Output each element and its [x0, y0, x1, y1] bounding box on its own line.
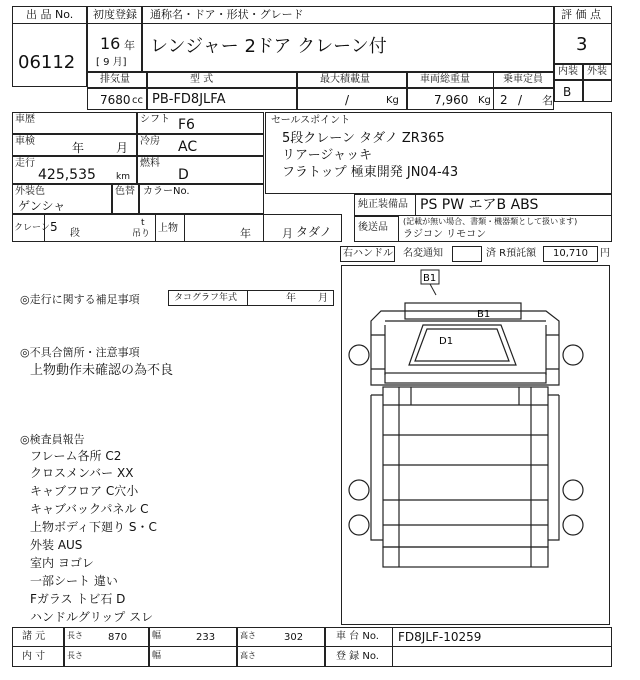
footer-wid-col: [149, 627, 237, 667]
height-value: 302: [284, 632, 304, 643]
defects-label: ◎不具合箇所・注意事項: [20, 346, 140, 359]
aftermarket-value: ラジコン リモコン: [403, 229, 487, 240]
capacity-value: 2: [500, 93, 508, 107]
inspector-line-2: クロスメンバー XX: [30, 466, 134, 480]
displacement-label: 排気量: [100, 74, 130, 85]
inspector-line-8: 一部シート 違い: [30, 574, 118, 588]
upper-year: 年: [240, 227, 251, 240]
rhd-label: 右ハンドル: [343, 248, 393, 259]
max-load-value: /: [345, 93, 350, 107]
inspector-line-3: キャブフロア C穴小: [30, 484, 139, 498]
color-change-label: 色替: [115, 186, 135, 197]
stage-unit: 段: [70, 228, 80, 239]
inspector-line-6: 外装 AUS: [30, 538, 83, 552]
kg-unit-1: Kg: [386, 95, 399, 106]
gross-value: 7,960: [434, 93, 469, 107]
mark-b1-top: B1: [423, 273, 437, 284]
factory-label: 純正装備品: [358, 199, 408, 210]
exterior-grade-cell: [583, 80, 612, 102]
chassis-value: FD8JLF-10259: [398, 630, 482, 644]
reg-year-unit: 年: [124, 39, 135, 52]
width-value: 233: [196, 632, 216, 643]
fuel-label: 燃料: [140, 158, 160, 169]
ton-unit: 吊り: [132, 229, 151, 239]
displacement-value: 7680: [100, 93, 131, 107]
lot-number: 06112: [18, 52, 76, 73]
mark-b1-windshield: B1: [477, 309, 491, 320]
sales-line-2: リアージャッキ: [282, 148, 373, 163]
dims-label: 諸 元: [22, 631, 46, 642]
lot-label: 出 品 No.: [26, 8, 74, 21]
reg-no-label: 登 録 No.: [336, 651, 379, 662]
max-load-label: 最大積載量: [320, 74, 370, 85]
chassis-label: 車 台 No.: [336, 631, 379, 642]
ac-label: 冷房: [140, 136, 160, 147]
shaken-year: 年: [72, 141, 85, 155]
length-value: 870: [108, 632, 128, 643]
name-label: 通称名・ドア・形状・グレード: [150, 8, 304, 21]
upper-month: 月: [282, 227, 293, 240]
inspector-line-10: ハンドルグリップ スレ: [30, 610, 154, 624]
first-reg-label: 初度登録: [93, 8, 137, 21]
ton-t: t: [141, 218, 145, 228]
height-label-2: 高さ: [240, 651, 256, 660]
car-name: レンジャー 2ドア クレーン付: [150, 36, 387, 57]
history-label: 車歴: [15, 114, 35, 125]
inspector-line-1: フレーム各所 C2: [30, 449, 122, 463]
defects-value: 上物動作未確認の為不良: [30, 363, 174, 378]
inspector-line-5: 上物ボディ下廻り S・C: [30, 520, 157, 534]
inspector-label: ◎検査員報告: [20, 433, 85, 446]
crane-label: クレーン: [14, 223, 50, 233]
sales-label: セールスポイント: [271, 115, 351, 126]
fuel-value: D: [178, 167, 189, 183]
height-label: 高さ: [240, 631, 256, 640]
modified-check: [452, 246, 482, 262]
color-value: ゲンシャ: [18, 199, 66, 213]
length-label-2: 長さ: [67, 651, 83, 660]
score-value: 3: [576, 34, 588, 55]
interior-dims-label: 内 寸: [22, 651, 46, 662]
color-no-label: カラーNo.: [143, 186, 190, 197]
mileage-label: 走行: [15, 158, 35, 169]
color-label: 外装色: [15, 186, 45, 197]
person-unit: 名: [542, 94, 553, 107]
tachograph-label: タコグラフ年式: [174, 293, 238, 303]
yen-unit: 円: [600, 248, 610, 259]
interior-label: 内装: [558, 66, 578, 77]
tacho-month: 月: [318, 293, 328, 304]
modified-label: 名変通知: [403, 248, 443, 259]
gross-label: 車両総重量: [420, 74, 470, 85]
upper-label: 上物: [158, 223, 178, 234]
shaken-label: 車検: [15, 136, 35, 147]
model-label: 型 式: [190, 74, 214, 85]
shift-label: シフト: [140, 114, 170, 125]
recycle-label: 済 R預託額: [486, 248, 537, 259]
inspector-line-4: キャブバックパネル C: [30, 502, 149, 516]
exterior-label: 外装: [587, 66, 607, 77]
mark-d1: D1: [439, 336, 454, 347]
inspector-line-7: 室内 ヨゴレ: [30, 556, 94, 570]
aftermarket-note: (記載が無い場合、書類・機器類として扱います): [403, 217, 578, 226]
tacho-year: 年: [286, 293, 296, 304]
reg-year: 16: [100, 34, 121, 53]
km-unit: km: [116, 172, 130, 182]
ac-value: AC: [178, 139, 198, 155]
kg-unit-2: Kg: [478, 95, 491, 106]
truck-diagram: [341, 265, 610, 625]
model-value: PB-FD8JLFA: [152, 92, 226, 107]
interior-grade: B: [563, 85, 572, 99]
driving-notes-label: ◎走行に関する補足事項: [20, 293, 140, 306]
capacity-slash: /: [518, 93, 523, 107]
sales-line-3: フラトップ 極東開発 JN04-43: [282, 165, 459, 180]
inspector-line-9: Fガラス トビ石 D: [30, 592, 126, 606]
mileage-value: 425,535: [38, 167, 96, 183]
sales-line-1: 5段クレーン タダノ ZR365: [282, 131, 445, 146]
width-label-2: 幅: [152, 651, 162, 661]
capacity-label: 乗車定員: [503, 74, 543, 85]
aftermarket-label: 後送品: [358, 222, 388, 233]
upper-maker: タダノ: [296, 225, 332, 239]
shaken-month: 月: [116, 141, 129, 155]
factory-value: PS PW エアB ABS: [420, 197, 539, 213]
cc-unit: cc: [132, 95, 143, 106]
reg-month: [ 9 月]: [96, 57, 127, 68]
width-label: 幅: [152, 631, 162, 641]
length-label: 長さ: [67, 631, 83, 640]
recycle-amount: 10,710: [553, 248, 588, 259]
shift-value: F6: [178, 117, 195, 133]
score-label: 評 価 点: [561, 8, 601, 21]
crane-stages: 5: [50, 220, 58, 234]
